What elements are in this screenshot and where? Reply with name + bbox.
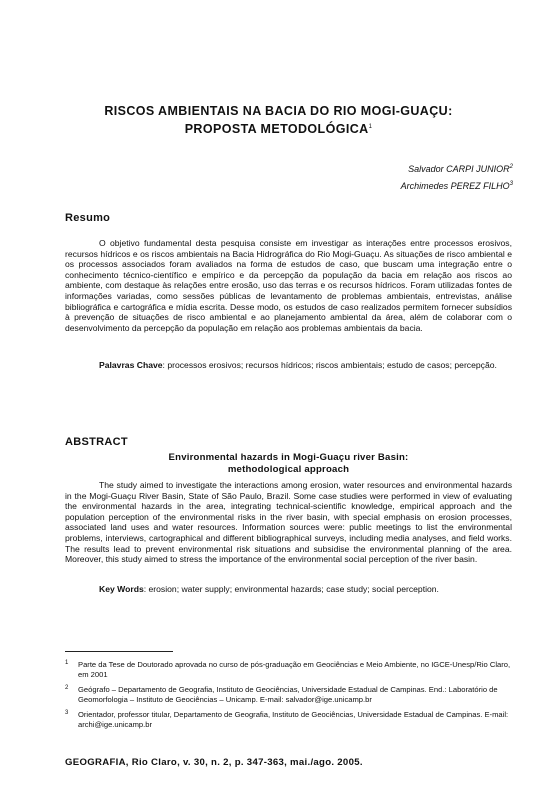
article-title (60, 103, 497, 137)
author-1-name: Salvador CARPI JUNIOR (408, 164, 510, 174)
abstract-paragraph: The study aimed to investigate the interactions among erosion, water resources and environmental hazards in the Mogi-Guaçu River Basin, State of São Paulo, Brazil. Some case studies were performed in view of evaluating the environmental hazards in the area, integrating technical-scientific knowledge, empirical approach and the population perception of the environmental risks in the river basin, with special emphasis on erosion processes, associated land uses and water resources. Information sources were: public meetings to list the environmental problems, interviews, cartographical and different bibliographical surveys, including media analyses, and field works. The results lead to prevent environmental risk situations and subsidise the environmental planning of the area. Moreover, this study aimed to stress the importance of the environmental social perception of the river basin. (65, 480, 512, 565)
author-2-name: Archimedes PEREZ FILHO (400, 181, 510, 191)
abstract-keywords (65, 584, 512, 595)
footnote-3-text: Orientador, professor titular, Departamento de Geografia, Instituto de Geociências, Universidade Estadual de Campinas. E-mail: archi@ige.unicamp.br (78, 710, 509, 729)
footnote-divider (65, 651, 173, 652)
abstract-subtitle-line-2: methodological approach (227, 464, 350, 475)
abstract-subtitle-block (90, 452, 487, 476)
resumo-keywords (65, 360, 512, 371)
abstract-keywords-text: : erosion; water supply; environmental hazards; case study; social perception. (143, 584, 439, 594)
author-1 (401, 160, 513, 177)
abstract-keywords-label: Key Words (99, 584, 144, 594)
title-line-1: RISCOS AMBIENTAIS NA BACIA DO RIO MOGI-GUAÇU: (104, 104, 453, 118)
footnote-2-number: 2 (65, 685, 69, 691)
footnote-1-number: 1 (65, 660, 69, 666)
footnote-1 (65, 660, 512, 679)
footnote-3 (65, 710, 512, 729)
author-2 (401, 177, 513, 194)
author-2-mark: 3 (509, 181, 513, 187)
footnote-2 (65, 685, 512, 704)
footnote-3-number: 3 (65, 710, 69, 716)
footnote-2-text: Geógrafo – Departamento de Geografia, Instituto de Geociências, Universidade Estadual de Campinas. End.: Laboratório de Geomorfologia – Instituto de Geociências – Unicamp. E-mail: salvador@ige.unicamp.br (78, 685, 498, 704)
footnote-1-text: Parte da Tese de Doutorado aprovada no curso de pós-graduação em Geociências e Meio Ambiente, no IGCE-Unesp/Rio Claro, em 2001 (78, 660, 511, 679)
title-line-2 (60, 119, 497, 137)
author-1-mark: 2 (509, 164, 513, 170)
title-line-2-text: PROPOSTA METODOLÓGICA (184, 122, 369, 137)
resumo-heading: Resumo (65, 212, 111, 224)
resumo-keywords-text: : processos erosivos; recursos hídricos; riscos ambientais; estudo de casos; percepção. (162, 360, 497, 370)
abstract-subtitle-line-1: Environmental hazards in Mogi-Guaçu river Basin: (168, 452, 409, 463)
journal-citation-footer: GEOGRAFIA, Rio Claro, v. 30, n. 2, p. 347-363, mai./ago. 2005. (65, 757, 363, 768)
resumo-keywords-label: Palavras Chave (99, 360, 163, 370)
abstract-heading: ABSTRACT (65, 436, 128, 448)
resumo-paragraph: O objetivo fundamental desta pesquisa consiste em investigar as interações entre processos erosivos, recursos hídricos e os riscos ambientais na Bacia Hidrográfica do Rio Mogi-Guaçu. As situações de risco ambiental e os processos associados foram avaliados na forma de estudos de caso, que buscam uma integração entre o conhecimento técnico-científico e empírico e da percepção da população da bacia em relação aos riscos ao ambiente, com destaque às relações entre erosão, uso das terras e os recursos hídricos. Foram utilizadas fontes de informações variadas, como sessões públicas de levantamento de problemas ambientais, entrevistas, análise bibliográfica e cartográfica e mídia escrita. Desse modo, os estudos de caso realizados permitem fornecer subsídios à prevenção de situações de risco ambiental e ao planejamento ambiental da área, além de colaborar com o desenvolvimento da percepção da população em relação aos problemas ambientais da bacia. (65, 238, 512, 333)
title-footnote-mark: 1 (368, 124, 373, 130)
author-list (401, 160, 513, 194)
